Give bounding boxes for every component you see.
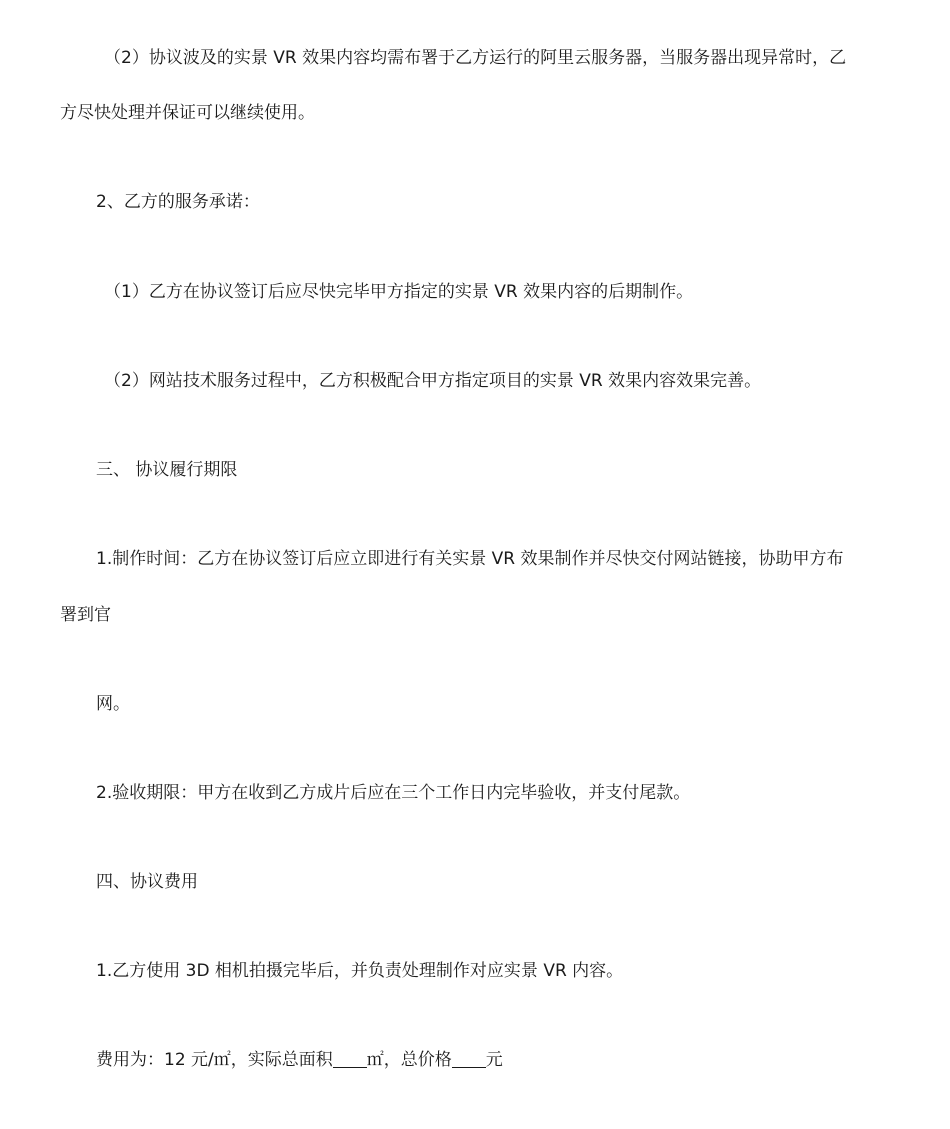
fee-mid: ㎡，总价格: [366, 1050, 452, 1070]
paragraph-line: 方尽快处理并保证可以继续使用。: [60, 103, 315, 123]
paragraph-line: 署到官: [60, 605, 111, 625]
section-heading: 2、乙方的服务承诺：: [96, 192, 260, 212]
section-heading: 三、 协议履行期限: [96, 460, 238, 480]
paragraph-line: 2.验收期限：甲方在收到乙方成片后应在三个工作日内完毕验收，并支付尾款。: [96, 783, 691, 803]
area-blank: [333, 1049, 367, 1068]
section-heading: 四、协议费用: [96, 872, 198, 892]
paragraph-line: （2）网站技术服务过程中，乙方积极配合甲方指定项目的实景 VR 效果内容效果完善。: [104, 371, 762, 391]
paragraph-line: 1.制作时间：乙方在协议签订后应立即进行有关实景 VR 效果制作并尽快交付网站链接，协助甲方布: [96, 549, 844, 569]
fee-line: [96, 1048, 503, 1072]
paragraph-line: （2）协议波及的实景 VR 效果内容均需布署于乙方运行的阿里云服务器，当服务器出现异常时，乙: [104, 48, 847, 68]
paragraph-line: 网。: [96, 694, 130, 714]
fee-prefix: 费用为：12 元/㎡，实际总面积: [96, 1050, 333, 1070]
price-blank: [452, 1049, 486, 1068]
fee-suffix: 元: [485, 1050, 503, 1070]
paragraph-line: 1.乙方使用 3D 相机拍摄完毕后，并负责处理制作对应实景 VR 内容。: [96, 961, 624, 981]
paragraph-line: （1）乙方在协议签订后应尽快完毕甲方指定的实景 VR 效果内容的后期制作。: [104, 282, 694, 302]
